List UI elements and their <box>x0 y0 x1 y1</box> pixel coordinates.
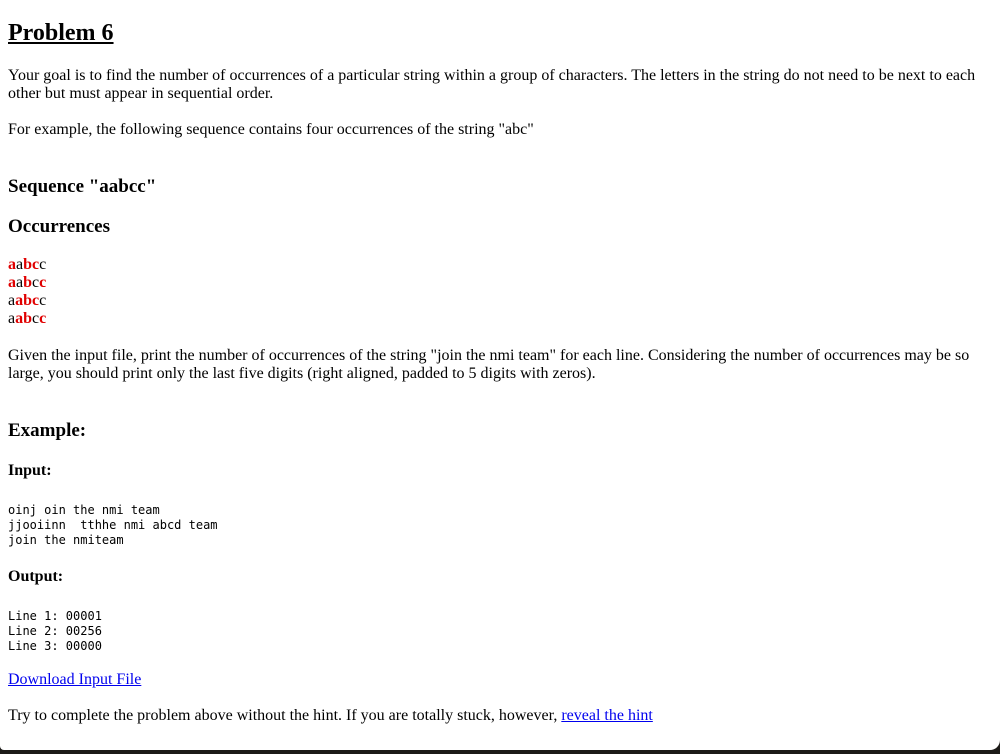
letter: a <box>16 274 24 291</box>
highlighted-letter: a <box>8 256 16 273</box>
hint-paragraph <box>8 707 983 725</box>
highlighted-letter: c <box>39 310 47 327</box>
highlighted-letter: b <box>23 256 33 273</box>
output-label: Output: <box>8 568 64 585</box>
occurrence-line <box>8 274 46 292</box>
example-output: Line 1: 00001 Line 2: 00256 Line 3: 00000 <box>8 609 102 653</box>
highlighted-letter: a <box>15 310 24 327</box>
task-paragraph: Given the input file, print the number of occurrences of the string "join the nmi team" for each line. Considering the number of occurrences may be so large, you should print only the last five digits (right aligned, padded to 5 digits with zeros). <box>8 347 970 382</box>
letter: a <box>8 292 16 309</box>
highlighted-letter: c <box>39 274 47 291</box>
occurrence-line <box>8 310 46 328</box>
highlighted-letter: b <box>23 274 33 291</box>
letter: c <box>39 256 47 273</box>
input-label: Input: <box>8 462 52 479</box>
highlighted-letter: b <box>23 292 33 309</box>
highlighted-letter: a <box>15 292 24 309</box>
hint-text: Try to complete the problem above without the hint. If you are totally stuck, however, <box>8 707 562 724</box>
highlighted-letter: c <box>32 292 40 309</box>
sequence-heading: Sequence "aabcc" <box>8 176 157 197</box>
letter: a <box>8 310 16 327</box>
occurrence-line <box>8 292 46 310</box>
download-input-link[interactable]: Download Input File <box>8 671 142 688</box>
highlighted-letter: c <box>32 256 40 273</box>
letter: c <box>39 292 47 309</box>
example-heading: Example: <box>8 420 87 441</box>
occurrences-list <box>8 256 46 328</box>
highlighted-letter: a <box>8 274 16 291</box>
reveal-hint-link[interactable]: reveal the hint <box>561 707 653 724</box>
highlighted-letter: b <box>23 310 33 327</box>
example-intro-paragraph: For example, the following sequence contains four occurrences of the string "abc" <box>8 121 534 138</box>
letter: c <box>32 310 40 327</box>
letter: a <box>16 256 24 273</box>
intro-paragraph: Your goal is to find the number of occurrences of a particular string within a group of characters. The letters in the string do not need to be next to each other but must appear in sequential order. <box>8 67 976 102</box>
occurrence-line <box>8 256 46 274</box>
example-input: oinj oin the nmi team jjooiinn tthhe nmi abcd team join the nmiteam <box>8 503 218 547</box>
occurrences-heading: Occurrences <box>8 216 110 237</box>
letter: c <box>32 274 40 291</box>
page-title: Problem 6 <box>8 20 114 46</box>
